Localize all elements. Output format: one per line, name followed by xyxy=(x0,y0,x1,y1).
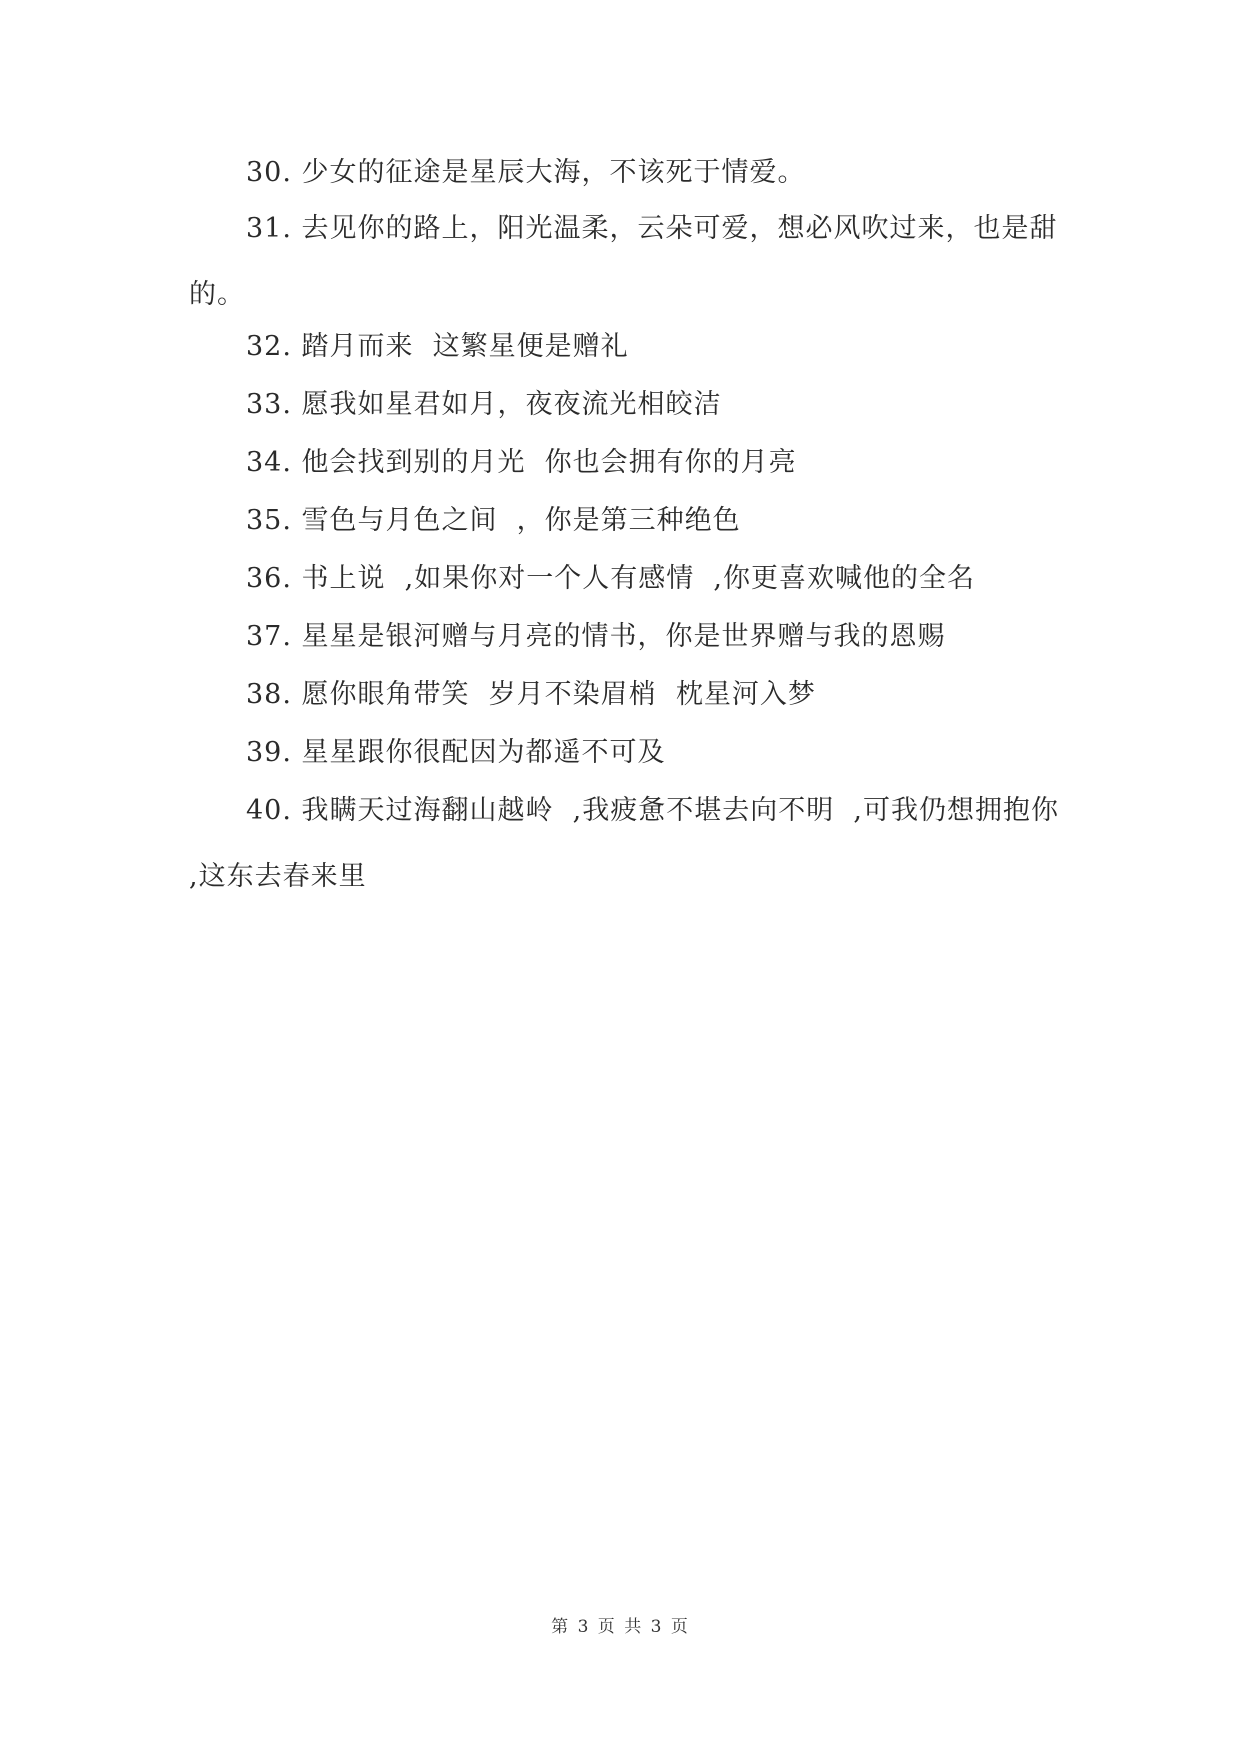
paragraph: 33. 愿我如星君如月，夜夜流光相皎洁 xyxy=(246,389,722,420)
page-footer: 第 3 页 共 3 页 xyxy=(551,1617,690,1637)
paragraph: 34. 他会找到别的月光 你也会拥有你的月亮 xyxy=(246,447,797,478)
paragraph: 31. 去见你的路上，阳光温柔，云朵可爱，想必风吹过来，也是甜的。 xyxy=(189,213,1058,310)
paragraph: 39. 星星跟你很配因为都遥不可及 xyxy=(246,737,666,768)
paragraph: 35. 雪色与月色之间 ，你是第三种绝色 xyxy=(246,505,741,536)
paragraph: 30. 少女的征途是星辰大海，不该死于情爱。 xyxy=(246,157,806,188)
paragraph: 36. 书上说 ,如果你对一个人有感情 ,你更喜欢喊他的全名 xyxy=(246,563,976,594)
paragraph: 32. 踏月而来 这繁星便是赠礼 xyxy=(246,331,629,362)
paragraph: 37. 星星是银河赠与月亮的情书，你是世界赠与我的恩赐 xyxy=(246,621,946,652)
paragraph: 38. 愿你眼角带笑 岁月不染眉梢 枕星河入梦 xyxy=(246,679,816,710)
paragraph: 40. 我瞒天过海翻山越岭 ,我疲惫不堪去向不明 ,可我仍想拥抱你 ,这东去春来里 xyxy=(189,795,1079,892)
